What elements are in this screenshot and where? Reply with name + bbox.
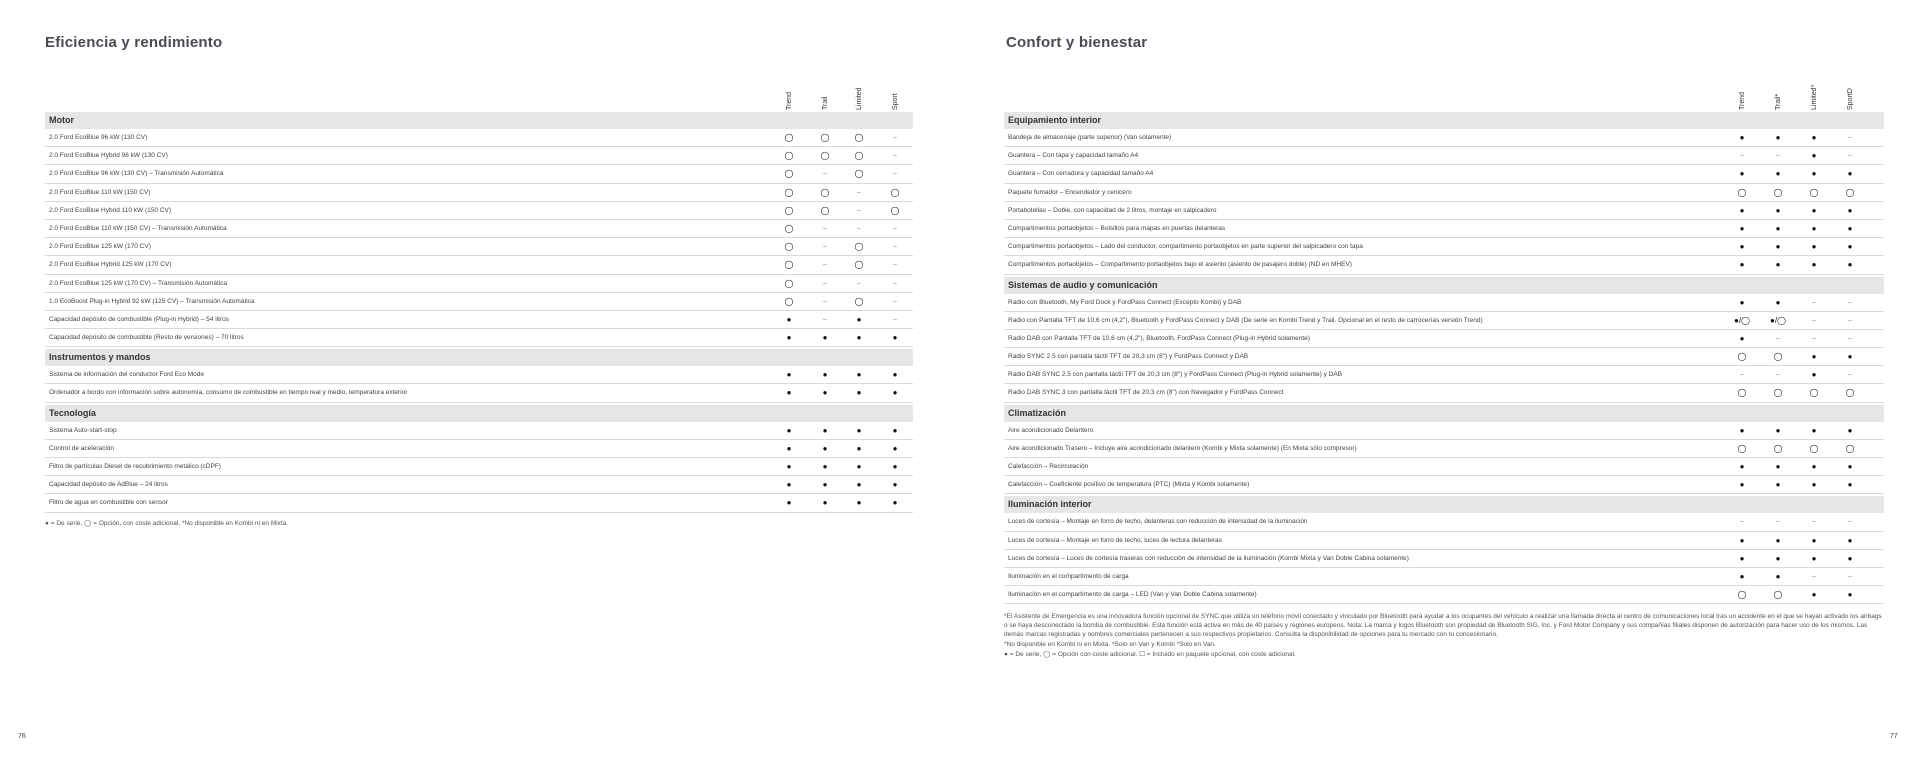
value-cell: ● [1847, 260, 1853, 270]
row-label: Iluminación en el compartimento de carga [1008, 572, 1129, 580]
row-label: Radio DAB SYNC 3 con pantalla táctil TFT de 20,3 cm (8") con Navegador y FordPass Connect [1008, 389, 1284, 397]
value-cell: ● [1847, 169, 1853, 179]
value-cell: ● [1811, 480, 1817, 490]
value-cell: ● [1811, 169, 1817, 179]
column-headers [45, 70, 913, 110]
value-cell: ● [1811, 462, 1817, 471]
value-cell: – [893, 315, 897, 323]
column-header [1844, 70, 1856, 110]
value-cell: ● [1739, 333, 1745, 343]
value-cell: ● [786, 480, 792, 490]
value-cell: ● [822, 425, 828, 435]
page-right [960, 0, 1920, 757]
table-row [45, 184, 913, 202]
value-cell: ◯ [784, 242, 794, 252]
value-cell: ◯ [1809, 443, 1819, 453]
row-label: Portabotellas – Doble, con capacidad de 2 litros, montaje en salpicadero [1008, 206, 1217, 214]
value-cell: ◯ [1773, 590, 1783, 600]
table-row [1004, 440, 1884, 458]
value-cell: – [893, 152, 897, 160]
value-cell: ● [1739, 223, 1745, 233]
row-label: Filtro de agua en combustible con sensor [49, 499, 168, 507]
table-row [45, 147, 913, 165]
table-row [1004, 294, 1884, 312]
value-cell: ● [856, 388, 862, 398]
value-cell: ● [786, 388, 792, 398]
value-cell: – [1848, 298, 1852, 306]
row-label: 2.0 Ford EcoBlue Hybrid 96 kW (130 CV) [49, 152, 168, 160]
row-label: Ordenador a bordo con información sobre autonomía, consumo de combustible en tiempo real y medio, temperatura exterior [49, 389, 408, 397]
table-row [45, 256, 913, 274]
value-cell: ●/◯ [1769, 315, 1786, 325]
value-cell: – [857, 224, 861, 232]
value-cell: ● [1739, 133, 1745, 142]
page-title: Eficiencia y rendimiento [45, 34, 223, 51]
row-label: Guantera – Con cerradura y capacidad tamaño A4 [1008, 170, 1154, 178]
value-cell: – [1848, 316, 1852, 324]
row-label: Filtro de partículas Diesel de recubrimiento metálico (cDPF) [49, 463, 221, 470]
column-header-label: Trail [822, 96, 829, 110]
value-cell: ● [1739, 297, 1745, 307]
value-cell: ● [1775, 133, 1781, 142]
value-cell: ◯ [1845, 187, 1855, 197]
value-cell: ● [1775, 260, 1781, 270]
table-row [45, 440, 913, 458]
column-header [783, 70, 795, 110]
row-label: Sistema de información del conductor Ford Eco Mode [49, 371, 204, 379]
row-label: 2.0 Ford EcoBlue 110 kW (150 CV) [49, 188, 151, 196]
row-label: Compartimentos portaobjetos – Lado del conductor, compartimento portaobjetos en parte superior del salpicadero con tapa [1008, 243, 1363, 251]
value-cell: – [857, 279, 861, 287]
value-cell: ◯ [784, 223, 794, 233]
table-row [1004, 550, 1884, 568]
section-header: Equipamiento interior [1004, 112, 1884, 129]
table-row [1004, 586, 1884, 604]
value-cell: ● [856, 314, 862, 324]
value-cell: ● [1739, 480, 1745, 490]
value-cell: ● [892, 498, 898, 508]
row-label: 2.0 Ford EcoBlue Hybrid 125 kW (170 CV) [49, 261, 172, 269]
row-label: Guantera – Con tapa y capacidad tamaño A4 [1008, 152, 1139, 160]
column-header-label: Trend [786, 91, 793, 110]
value-cell: – [1812, 334, 1816, 342]
table-row [1004, 256, 1884, 274]
value-cell: ● [1847, 425, 1853, 435]
table-row [1004, 422, 1884, 440]
value-cell: ● [1739, 169, 1745, 179]
column-header-label: SportD [1847, 88, 1854, 110]
table-row [1004, 384, 1884, 402]
row-label: Aire acondicionado Trasero – Incluye aire acondicionado delantero (Kombi y Mixta solamente) (En Mixta sólo compresor) [1008, 444, 1357, 452]
value-cell: ● [786, 370, 792, 380]
value-cell: ● [1739, 553, 1745, 563]
value-cell: – [1812, 316, 1816, 324]
value-cell: ● [1739, 205, 1745, 215]
value-cell: ● [1775, 480, 1781, 490]
table-row [45, 275, 913, 293]
value-cell: ● [856, 498, 862, 508]
row-label: 2.0 Ford EcoBlue 125 kW (170 CV) [49, 243, 151, 251]
table-row [45, 165, 913, 183]
value-cell: – [1848, 152, 1852, 160]
value-cell: ● [1847, 205, 1853, 215]
column-header [1772, 70, 1784, 110]
value-cell: ● [1739, 260, 1745, 270]
value-cell: ◯ [854, 169, 864, 179]
table-row [1004, 147, 1884, 165]
footnote: *No disponible en Kombi ni en Mixta. *Solo en Van y Kombi *Solo en Van. [1004, 641, 1216, 649]
value-cell: ● [1847, 553, 1853, 563]
column-header-label: Trend [1739, 91, 1746, 110]
section-header: Sistemas de audio y comunicación [1004, 277, 1884, 294]
value-cell: ● [1775, 297, 1781, 307]
value-cell: ◯ [784, 169, 794, 179]
table-row [45, 476, 913, 494]
value-cell: ● [1811, 553, 1817, 563]
value-cell: ● [1775, 169, 1781, 179]
value-cell: – [893, 224, 897, 232]
value-cell: – [1848, 134, 1852, 141]
row-label: Paquete fumador – Encendedor y cenicero [1008, 188, 1132, 196]
value-cell: ◯ [1773, 187, 1783, 197]
value-cell: – [1776, 518, 1780, 526]
value-cell: – [823, 297, 827, 305]
value-cell: ◯ [1737, 187, 1747, 197]
row-label: Capacidad depósito de AdBlue – 24 litros [49, 481, 168, 489]
row-label: Iluminación en el compartimento de carga – LED (Van y Van Doble Cabina solamente) [1008, 591, 1257, 599]
value-cell: ● [1775, 553, 1781, 563]
value-cell: – [1812, 572, 1816, 580]
value-cell: ◯ [854, 133, 864, 142]
row-label: 2.0 Ford EcoBlue 96 kW (130 CV) [49, 134, 148, 141]
value-cell: ● [1811, 133, 1817, 142]
value-cell: ● [1739, 535, 1745, 545]
row-label: Calefacción – Recirculación [1008, 463, 1089, 470]
value-cell: ● [856, 443, 862, 453]
spec-table [45, 70, 913, 528]
value-cell: ● [856, 462, 862, 471]
value-cell: ◯ [1773, 352, 1783, 362]
column-header [1808, 70, 1820, 110]
value-cell: ◯ [784, 296, 794, 306]
row-label: 2.0 Ford EcoBlue 125 kW (170 CV) – Transmisión Automática [49, 279, 228, 287]
value-cell: – [823, 224, 827, 232]
column-header [889, 70, 901, 110]
row-label: Capacidad depósito de combustible (Plug-in Hybrid) – 54 litros [49, 315, 229, 323]
value-cell: ● [1847, 352, 1853, 362]
value-cell: – [1776, 334, 1780, 342]
row-label: 1.0 EcoBoost Plug-in Hybrid 92 kW (125 CV) – Transmisión Automática [49, 297, 255, 305]
table-row [1004, 238, 1884, 256]
row-label: Compartimentos portaobjetos – Compartimento portaobjetos bajo el asiento (asiento de pasajero doble) (ND en MHEV) [1008, 261, 1352, 269]
row-label: Aire acondicionado Delantero [1008, 426, 1094, 434]
table-row [1004, 348, 1884, 366]
row-label: Radio con Pantalla TFT de 10,6 cm (4,2"), Bluetooth y FordPass Connect y DAB (De serie en Kombi Trend y Trail. Opcional en el resto de carrocerías versión Trend) [1008, 316, 1483, 324]
value-cell: – [893, 134, 897, 141]
value-cell: – [1848, 572, 1852, 580]
table-row [1004, 366, 1884, 384]
value-cell: ● [1811, 535, 1817, 545]
value-cell: ◯ [784, 151, 794, 161]
value-cell: ◯ [854, 260, 864, 270]
value-cell: – [893, 279, 897, 287]
table-row [45, 366, 913, 384]
table-row [45, 458, 913, 476]
table-row [45, 494, 913, 512]
value-cell: – [1812, 298, 1816, 306]
value-cell: ● [1847, 462, 1853, 471]
value-cell: ● [892, 333, 898, 343]
section-header: Motor [45, 112, 913, 129]
value-cell: – [823, 243, 827, 251]
value-cell: ● [1775, 242, 1781, 252]
table-row [1004, 513, 1884, 531]
value-cell: ● [892, 425, 898, 435]
value-cell: ● [822, 333, 828, 343]
value-cell: – [893, 170, 897, 178]
row-label: 2.0 Ford EcoBlue 110 kW (150 CV) – Transmisión Automática [49, 224, 227, 232]
value-cell: – [857, 206, 861, 214]
value-cell: – [1848, 371, 1852, 379]
value-cell: – [893, 243, 897, 251]
page-number: 76 [18, 733, 26, 740]
value-cell: ● [1739, 571, 1745, 581]
value-cell: ● [892, 443, 898, 453]
value-cell: ● [856, 333, 862, 343]
table-row [1004, 129, 1884, 147]
table-row [1004, 532, 1884, 550]
value-cell: ● [1739, 462, 1745, 471]
value-cell: ● [1739, 242, 1745, 252]
value-cell: ● [1775, 535, 1781, 545]
spec-table [1004, 70, 1884, 659]
row-label: Luces de cortesía – Luces de cortesía traseras con reducción de intensidad de la iluminación (Kombi Mixta y Van Doble Cabina solamente) [1008, 554, 1409, 562]
table-row [1004, 330, 1884, 348]
page-number: 77 [1890, 733, 1898, 740]
row-label: Compartimentos portaobjetos – Bolsillos para mapas en puertas delanteras [1008, 224, 1226, 232]
value-cell: ◯ [820, 205, 830, 215]
value-cell: ◯ [1737, 388, 1747, 398]
value-cell: ● [1811, 425, 1817, 435]
value-cell: ● [1811, 352, 1817, 362]
column-headers [1004, 70, 1884, 110]
value-cell: ● [786, 333, 792, 343]
table-row [45, 220, 913, 238]
value-cell: ● [1847, 223, 1853, 233]
value-cell: – [1740, 371, 1744, 379]
value-cell: ● [1775, 571, 1781, 581]
row-label: Radio SYNC 2.5 con pantalla táctil TFT de 20,3 cm (8") y FordPass Connect y DAB [1008, 353, 1249, 361]
value-cell: – [1740, 152, 1744, 160]
column-header-label: Limited* [1811, 84, 1818, 110]
value-cell: ◯ [854, 242, 864, 252]
value-cell: ● [856, 425, 862, 435]
value-cell: – [857, 188, 861, 196]
value-cell: ◯ [1737, 352, 1747, 362]
value-cell: ◯ [1809, 187, 1819, 197]
value-cell: ● [1775, 205, 1781, 215]
value-cell: ◯ [1773, 388, 1783, 398]
row-label: Radio con Bluetooth, My Ford Dock y FordPass Connect (Excepto Kombi) y DAB [1008, 298, 1242, 306]
footnote: ● = De serie, ◯ = Opción, con coste adicional. *No disponible en Kombi ni en Mixta. [45, 519, 289, 527]
value-cell: ● [786, 443, 792, 453]
row-label: 2.0 Ford EcoBlue Hybrid 110 kW (150 CV) [49, 206, 171, 214]
value-cell: ● [1811, 590, 1817, 600]
table-row [1004, 184, 1884, 202]
footnote: *El Asistente de Emergencia es una innovadora función opcional de SYNC que utiliza un teléfono móvil conectado y vinculado por Bluetooth para ayudar a los ocupantes del vehículo a realizar una llamada directa al centro de comunicaciones local tras un accidente en el que se hayan activado los airbags o se haya desconectado la bomba de combustible. Esta función está activa en más de 40 países y regiones europeos. Nota: La marca y logos Bluetooth son propiedad de Bluetooth SIG, Inc. y Ford Motor Company y sus compañías filiales disponen de autorización para hacer uso de los mismos. Las demás marcas registradas y nombres comerciales pertenecen a sus respectivos propietarios. Consulta la disponibilidad de opciones para tu mercado con tu concesionario. [1004, 613, 1882, 639]
value-cell: ● [822, 462, 828, 471]
value-cell: ● [856, 480, 862, 490]
section-header: Climatización [1004, 405, 1884, 422]
value-cell: ◯ [1773, 443, 1783, 453]
section-header: Iluminación interior [1004, 496, 1884, 513]
value-cell: ◯ [784, 133, 794, 142]
table-row [45, 311, 913, 329]
table-row [45, 129, 913, 147]
row-label: Control de aceleración [49, 444, 115, 452]
value-cell: ● [822, 388, 828, 398]
value-cell: – [823, 261, 827, 269]
row-label: Luces de cortesía – Montaje en forro de techo, luces de lectura delanteras [1008, 536, 1222, 544]
table-row [45, 293, 913, 311]
value-cell: ● [1847, 480, 1853, 490]
value-cell: – [1848, 518, 1852, 526]
row-label: Bandeja de almacenaje (parte superior) (Van solamente) [1008, 134, 1172, 141]
row-label: Sistema Auto-start-stop [49, 426, 117, 434]
value-cell: – [1776, 152, 1780, 160]
value-cell: ● [786, 498, 792, 508]
column-header [819, 70, 831, 110]
table-row [1004, 568, 1884, 586]
row-label: Calefacción – Coeficiente positivo de temperatura (PTC) (Mixta y Kombi solamente) [1008, 481, 1250, 489]
value-cell: ● [1811, 205, 1817, 215]
value-cell: ◯ [784, 187, 794, 197]
value-cell: – [823, 279, 827, 287]
value-cell: – [1848, 334, 1852, 342]
value-cell: ● [892, 480, 898, 490]
table-row [1004, 165, 1884, 183]
value-cell: ● [1775, 223, 1781, 233]
value-cell: – [1812, 518, 1816, 526]
value-cell: ◯ [1809, 388, 1819, 398]
value-cell: ◯ [1845, 443, 1855, 453]
row-label: Capacidad depósito de combustible (Resto de versiones) – 70 litros [49, 334, 244, 342]
value-cell: ◯ [854, 151, 864, 161]
value-cell: ◯ [784, 278, 794, 288]
value-cell: – [823, 315, 827, 323]
table-row [1004, 202, 1884, 220]
value-cell: ● [1775, 462, 1781, 471]
column-header [853, 70, 865, 110]
value-cell: ◯ [1737, 590, 1747, 600]
section-header: Instrumentos y mandos [45, 349, 913, 366]
row-label: Luces de cortesía – Montaje en forro de techo, delanteras con reducción de intensidad de la iluminación [1008, 518, 1308, 526]
value-cell: ● [1811, 260, 1817, 270]
table-row [45, 422, 913, 440]
table-row [45, 202, 913, 220]
value-cell: ● [856, 370, 862, 380]
value-cell: ◯ [1737, 443, 1747, 453]
table-row [1004, 312, 1884, 330]
value-cell: ◯ [1845, 388, 1855, 398]
table-row [45, 329, 913, 347]
value-cell: – [1776, 371, 1780, 379]
value-cell: ● [1811, 151, 1817, 161]
value-cell: ● [892, 370, 898, 380]
column-header [1736, 70, 1748, 110]
table-row [1004, 476, 1884, 494]
value-cell: ● [1775, 425, 1781, 435]
value-cell: ● [1847, 242, 1853, 252]
value-cell: ● [1847, 535, 1853, 545]
value-cell: – [823, 170, 827, 178]
value-cell: ● [822, 480, 828, 490]
value-cell: ● [1811, 370, 1817, 380]
value-cell: ◯ [854, 296, 864, 306]
section-header: Tecnología [45, 405, 913, 422]
value-cell: ● [786, 462, 792, 471]
value-cell: ● [1811, 242, 1817, 252]
footnote: ● = De serie, ◯ = Opción con coste adicional. ☐ = Incluido en paquete opcional, con coste adicional. [1004, 651, 1296, 659]
value-cell: – [1740, 518, 1744, 526]
column-header-label: Limited [856, 87, 863, 110]
table-row [45, 384, 913, 402]
page-title: Confort y bienestar [1006, 34, 1148, 51]
value-cell: ● [822, 370, 828, 380]
value-cell: ● [1847, 590, 1853, 600]
table-row [1004, 220, 1884, 238]
value-cell: ● [822, 443, 828, 453]
value-cell: ● [786, 425, 792, 435]
value-cell: ◯ [820, 133, 830, 142]
table-row [1004, 458, 1884, 476]
value-cell: ◯ [820, 187, 830, 197]
value-cell: ◯ [820, 151, 830, 161]
value-cell: – [893, 261, 897, 269]
value-cell: ● [1811, 223, 1817, 233]
value-cell: ●/◯ [1733, 315, 1750, 325]
row-label: Radio DAB SYNC 2.5 con pantalla táctil TFT de 20,3 cm (8") y FordPass Connect (Plug-in Hybrid solamente) y DAB [1008, 371, 1343, 379]
value-cell: ◯ [784, 260, 794, 270]
value-cell: – [893, 297, 897, 305]
value-cell: ● [822, 498, 828, 508]
value-cell: ◯ [784, 205, 794, 215]
table-row [45, 238, 913, 256]
column-header-label: Sport [892, 93, 899, 110]
value-cell: ◯ [890, 205, 900, 215]
value-cell: ● [892, 388, 898, 398]
row-label: Radio DAB con Pantalla TFT de 10,6 cm (4,2"), Bluetooth, FordPass Connect (Plug-in Hybrid solamente) [1008, 334, 1310, 342]
value-cell: ● [1739, 425, 1745, 435]
value-cell: ● [786, 314, 792, 324]
row-label: 2.0 Ford EcoBlue 96 kW (130 CV) – Transmisión Automática [49, 170, 224, 178]
value-cell: ◯ [890, 187, 900, 197]
column-header-label: Trail* [1775, 93, 1782, 110]
value-cell: ● [892, 462, 898, 471]
